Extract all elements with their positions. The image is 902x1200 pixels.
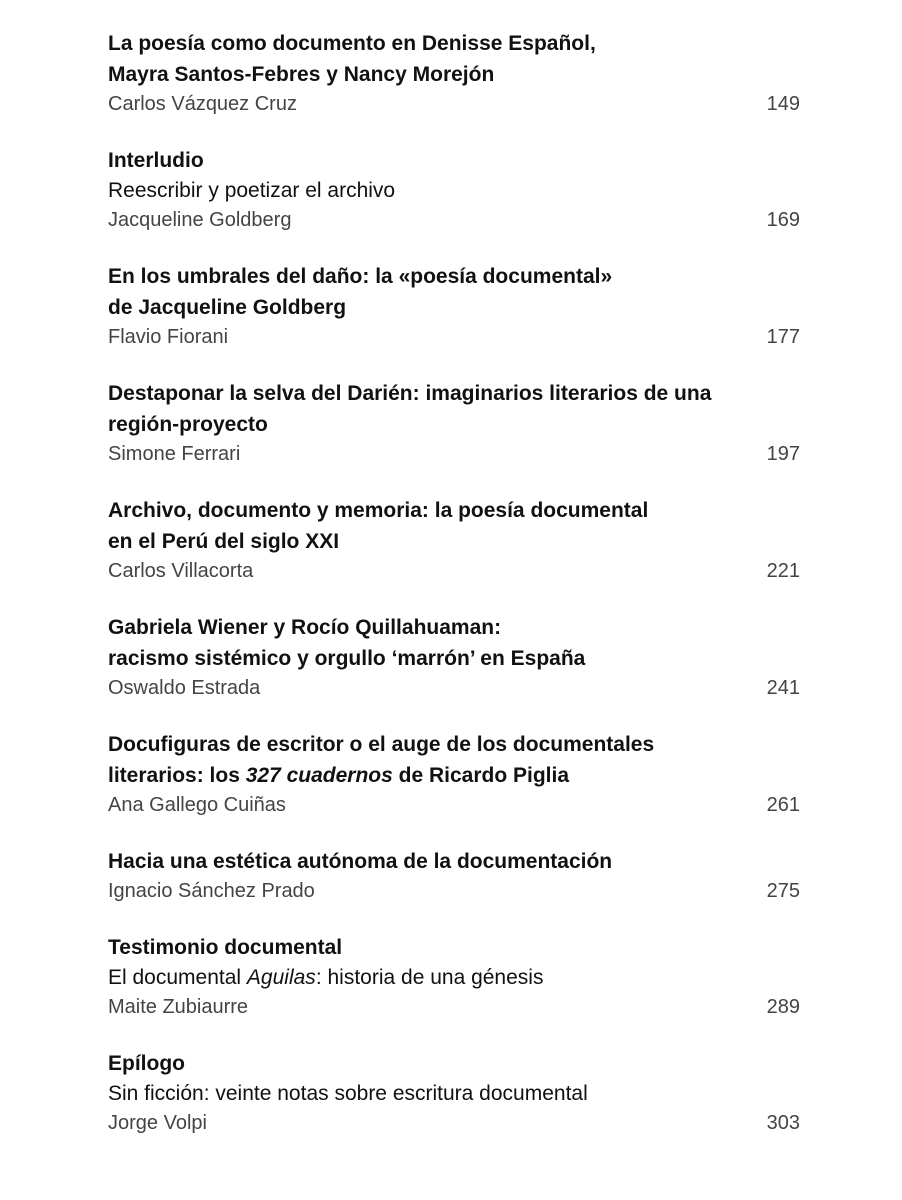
entry-title-line: racismo sistémico y orgullo ‘marrón’ en España: [108, 647, 586, 670]
toc-entry[interactable]: [108, 932, 800, 1022]
toc-entry[interactable]: [108, 378, 800, 469]
toc-entry[interactable]: [108, 28, 800, 119]
section-heading: Epílogo: [108, 1052, 185, 1075]
toc-entry[interactable]: [108, 1048, 800, 1138]
entry-subtitle: Sin ficción: veinte notas sobre escritura documental: [108, 1082, 588, 1105]
section-heading: Testimonio documental: [108, 936, 343, 959]
subtitle-text: El documental: [108, 966, 247, 989]
entry-author: Oswaldo Estrada: [108, 677, 261, 699]
entry-author: Ignacio Sánchez Prado: [108, 880, 315, 902]
subtitle-italic-text: Aguilas: [246, 966, 316, 989]
toc-entry[interactable]: [108, 495, 800, 586]
entry-title-line: Gabriela Wiener y Rocío Quillahuaman:: [108, 616, 502, 639]
title-text: literarios: los: [108, 764, 246, 787]
author-row: [108, 993, 800, 1022]
author-row: [108, 557, 800, 586]
entry-subtitle: [108, 963, 800, 993]
toc-entry[interactable]: [108, 261, 800, 352]
section-heading: Interludio: [108, 149, 204, 172]
entry-author: Maite Zubiaurre: [108, 996, 249, 1018]
entry-page-number: 177: [766, 326, 800, 348]
entry-author: Jorge Volpi: [108, 1112, 207, 1134]
entry-page-number: 275: [766, 880, 800, 902]
entry-author: Simone Ferrari: [108, 443, 241, 465]
table-of-contents: [108, 28, 800, 1164]
author-row: [108, 877, 800, 906]
entry-title-line: Mayra Santos-Febres y Nancy Morejón: [108, 63, 495, 86]
entry-page-number: 241: [766, 677, 800, 699]
title-italic-text: 327 cuadernos: [245, 764, 393, 787]
author-row: [108, 791, 800, 820]
entry-title-line: Archivo, documento y memoria: la poesía documental: [108, 499, 649, 522]
entry-author: Jacqueline Goldberg: [108, 209, 292, 231]
entry-page-number: 169: [766, 209, 800, 231]
entry-title-line: región-proyecto: [108, 413, 268, 436]
entry-subtitle: Reescribir y poetizar el archivo: [108, 179, 396, 202]
author-row: [108, 440, 800, 469]
subtitle-text: : historia de una génesis: [315, 966, 544, 989]
entry-title-line: [108, 760, 800, 791]
entry-author: Flavio Fiorani: [108, 326, 229, 348]
toc-entry[interactable]: [108, 145, 800, 235]
entry-title-line: en el Perú del siglo XXI: [108, 530, 340, 553]
entry-title-line: En los umbrales del daño: la «poesía documental»: [108, 265, 613, 288]
entry-title-line: La poesía como documento en Denisse Español,: [108, 32, 596, 55]
entry-title-line: Docufiguras de escritor o el auge de los documentales: [108, 733, 655, 756]
entry-author: Carlos Villacorta: [108, 560, 254, 582]
author-row: [108, 674, 800, 703]
entry-page-number: 221: [766, 560, 800, 582]
entry-page-number: 303: [766, 1112, 800, 1134]
entry-title-line: de Jacqueline Goldberg: [108, 296, 347, 319]
author-row: [108, 90, 800, 119]
entry-author: Ana Gallego Cuiñas: [108, 794, 286, 816]
entry-title-line: Destaponar la selva del Darién: imaginarios literarios de una: [108, 382, 712, 405]
entry-page-number: 261: [766, 794, 800, 816]
author-row: [108, 323, 800, 352]
toc-entry[interactable]: [108, 846, 800, 906]
author-row: [108, 206, 800, 235]
toc-entry[interactable]: [108, 612, 800, 703]
title-text: de Ricardo Piglia: [392, 764, 570, 787]
author-row: [108, 1109, 800, 1138]
entry-author: Carlos Vázquez Cruz: [108, 93, 297, 115]
entry-page-number: 289: [766, 996, 800, 1018]
entry-page-number: 149: [766, 93, 800, 115]
entry-title-line: Hacia una estética autónoma de la documentación: [108, 850, 613, 873]
entry-page-number: 197: [766, 443, 800, 465]
toc-entry[interactable]: [108, 729, 800, 820]
